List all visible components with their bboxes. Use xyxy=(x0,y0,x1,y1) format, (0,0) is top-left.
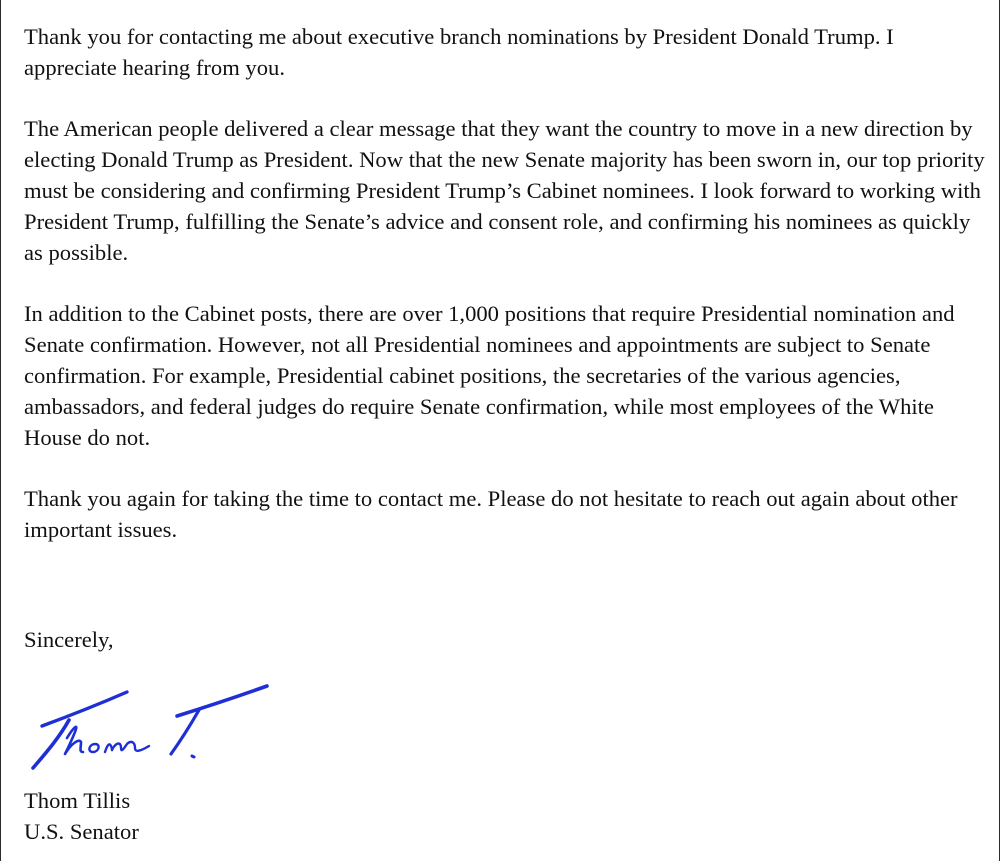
paragraph-intro: Thank you for contacting me about executive branch nominations by President Donald Trump. I appreciate hearing from you. xyxy=(24,24,894,80)
signer-name: Thom Tillis xyxy=(24,788,131,813)
paragraph-confirmation: In addition to the Cabinet posts, there are over 1,000 positions that require Presidential nomination and Senate confirmation. However, not all Presidential nominees and appointments are subject to Senate confirmation. For example, Presidential cabinet positions, the secretaries of the various agencies, ambassadors, and federal judges do require Senate confirmation, while most employees of the White House do not. xyxy=(24,301,955,450)
closing-salutation: Sincerely, xyxy=(24,627,114,652)
paragraph-thanks: Thank you again for taking the time to contact me. Please do not hesitate to reach out again about other important issues. xyxy=(24,486,958,542)
signature-stroke xyxy=(42,692,127,726)
signature-stroke xyxy=(65,727,83,754)
signature-stroke xyxy=(177,686,267,716)
signature-image xyxy=(9,680,279,780)
signature-stroke xyxy=(105,742,149,752)
signer-block xyxy=(24,785,139,847)
signature-stroke xyxy=(33,720,69,768)
paragraph-cabinet: The American people delivered a clear message that they want the country to move in a new direction by electing Donald Trump as President. Now that the new Senate majority has been sworn in, our top priority must be considering and confirming President Trump’s Cabinet nominees. I look forward to working with President Trump, fulfilling the Senate’s advice and consent role, and confirming his nominees as quickly as possible. xyxy=(24,116,985,265)
signature-stroke xyxy=(89,744,98,752)
signature-stroke xyxy=(171,710,199,754)
signer-title: U.S. Senator xyxy=(24,819,139,844)
signature-stroke xyxy=(192,756,194,757)
letter-body xyxy=(24,21,992,575)
